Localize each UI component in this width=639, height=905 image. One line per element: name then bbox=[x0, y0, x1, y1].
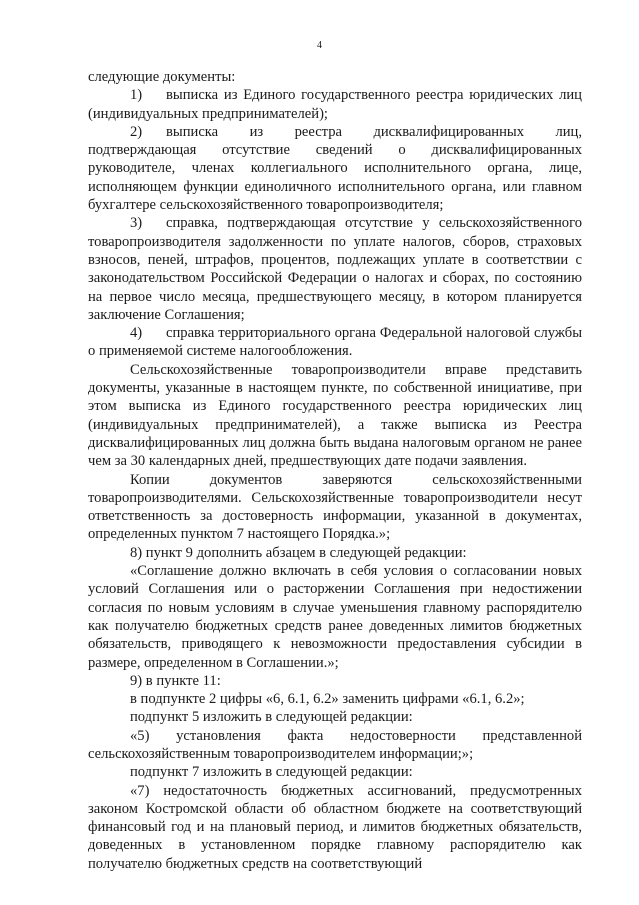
list-item-4 bbox=[88, 324, 582, 361]
list-item-number: 3) bbox=[130, 215, 143, 232]
list-item-text: выписка из реестра дисквалифицированных лиц, подтверждающая отсутствие сведений о дисквалифицированных руководителе, членах коллегиального исполнительного органа, лице, исполняющем функции единоличного исполнительного органа, или главном бухгалтере сельскохозяйственного товаропроизводителя; bbox=[88, 123, 582, 214]
list-item-number: 2) bbox=[130, 123, 143, 140]
paragraph-intro: следующие документы: bbox=[88, 69, 236, 85]
list-item-text: выписка из Единого государственного реестра юридических лиц (индивидуальных предпринимателей); bbox=[88, 87, 582, 122]
paragraph-amendment-9: 9) в пункте 11: bbox=[130, 672, 221, 689]
list-item-number: 4) bbox=[130, 325, 143, 342]
list-item-text: справка территориального органа Федеральной налоговой службы о применяемой системе налогообложения. bbox=[88, 325, 582, 360]
paragraph-subpoint-5-text: «5) установления факта недостоверности представленной сельскохозяйственным товаропроизводителем информации;»; bbox=[88, 727, 582, 762]
paragraph-subpoint-7-text: «7) недостаточность бюджетных ассигнований, предусмотренных законом Костромской области об областном бюджете на соответствующий финансовый год и на плановый период, и лимитов бюджетных обязательств, доведенных в установленном порядке главному распорядителю как получателю бюджетных средств на соответствующий bbox=[88, 782, 582, 872]
list-item-2 bbox=[88, 123, 582, 214]
paragraph-optional-documents: Сельскохозяйственные товаропроизводители вправе представить документы, указанные в настоящем пункте, по собственной инициативе, при этом выписка из Единого государственного реестра юридических лиц (индивидуальных предпринимателей), а также выписка из Реестра дисквалифицированных лиц должна быть выдана налоговым органом не ранее чем за 30 календарных дней, предшествующих дате подачи заявления. bbox=[88, 361, 582, 470]
page-number: 4 bbox=[317, 40, 322, 51]
paragraph-copies: Копии документов заверяются сельскохозяйственными товаропроизводителями. Сельскохозяйственные товаропроизводители несут ответственность за достоверность информации, указанной в документах, определенных пунктом 7 настоящего Порядка.»; bbox=[88, 471, 582, 543]
paragraph-amendment-8: 8) пункт 9 дополнить абзацем в следующей редакции: bbox=[130, 544, 467, 561]
paragraph-subpoint-5-heading: подпункт 5 изложить в следующей редакции: bbox=[130, 709, 413, 726]
list-item-number: 1) bbox=[130, 87, 143, 104]
document-body bbox=[88, 68, 582, 873]
paragraph-subpoint-7-heading: подпункт 7 изложить в следующей редакции: bbox=[130, 764, 413, 781]
paragraph-subpoint-2: в подпункте 2 цифры «6, 6.1, 6.2» заменить цифрами «6.1, 6.2»; bbox=[130, 691, 525, 708]
list-item-3 bbox=[88, 214, 582, 324]
list-item-text: справка, подтверждающая отсутствие у сельскохозяйственного товаропроизводителя задолженности по уплате налогов, сборов, страховых взносов, пеней, штрафов, процентов, подлежащих уплате в соответствии с законодательством Российской Федерации о налогах и сборах, по состоянию на первое число месяца, предшествующего месяцу, в котором планируется заключение Соглашения; bbox=[88, 215, 582, 323]
list-item-1 bbox=[88, 86, 582, 123]
paragraph-agreement-conditions: «Соглашение должно включать в себя условия о согласовании новых условий Соглашения или о расторжении Соглашения при недостижении согласия по новым условиям в случае уменьшения главному распорядителю как получателю бюджетных средств ранее доведенных лимитов бюджетных обязательств, приводящего к невозможности предоставления субсидии в размере, определенном в Соглашении.»; bbox=[88, 563, 582, 671]
